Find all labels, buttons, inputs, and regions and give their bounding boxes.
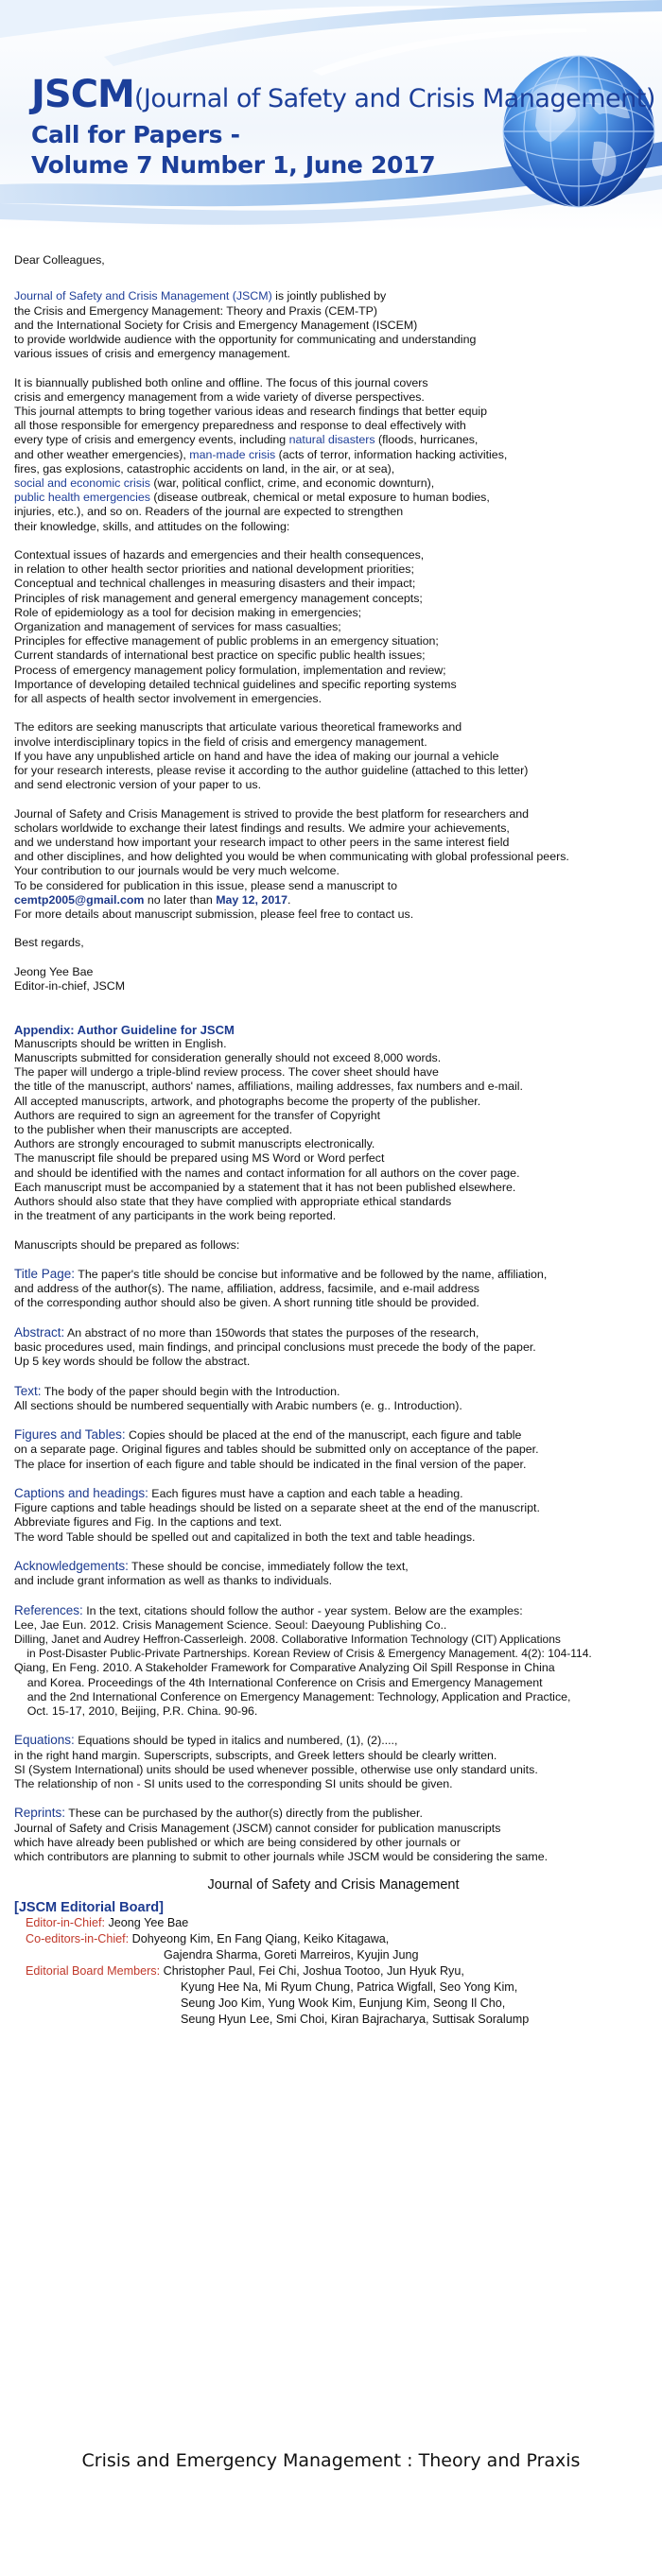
guideline-line: Each manuscript must be accompanied by a statement that it has not been published elsewhere.: [14, 1180, 516, 1194]
reference-entry: in Post-Disaster Public-Private Partnerships. Korean Review of Crisis & Emergency Management. 4(2): 104-114.: [14, 1647, 592, 1661]
text-line: It is biannually published both online and offline. The focus of this journal covers: [14, 375, 428, 389]
text-line: crisis and emergency management from a wide variety of diverse perspectives.: [14, 389, 425, 404]
board-members-label: Editorial Board Members:: [26, 1963, 161, 1978]
text-line: The body of the paper should begin with the Introduction.: [41, 1384, 340, 1398]
editor-in-chief-name: Jeong Yee Bae: [105, 1915, 189, 1929]
text-line: which have already been published or which are being considered by other journals or: [14, 1835, 461, 1849]
text-line: for your research interests, please revise it according to the author guideline (attached to this letter): [14, 764, 529, 778]
reprints-section: [14, 1806, 653, 1864]
text-line: These can be purchased by the author(s) directly from the publisher.: [65, 1807, 423, 1821]
text-line: and address of the author(s). The name, affiliation, address, facsimile, and e-mail address: [14, 1282, 479, 1296]
acknowledgements-label: Acknowledgements:: [14, 1559, 129, 1574]
signer-title: Editor-in-chief, JSCM: [14, 979, 126, 994]
text-line: and the International Society for Crisis and Emergency Management (ISCEM): [14, 318, 418, 332]
text-line: All sections should be numbered sequentially with Arabic numbers (e. g.. Introduction).: [14, 1398, 462, 1412]
topic-item: Principles for effective management of public problems in an emergency situation;: [14, 634, 439, 648]
figures-tables-section: [14, 1427, 653, 1472]
guideline-line: Authors are strongly encouraged to submit manuscripts electronically.: [14, 1137, 375, 1151]
text-line: (floods, hurricanes,: [375, 433, 479, 447]
text-line: fires, gas explosions, catastrophic accidents on land, in the air, or at sea),: [14, 461, 395, 475]
text-line: Journal of Safety and Crisis Management (JSCM) cannot consider for publication manuscripts: [14, 1821, 501, 1835]
references-label: References:: [14, 1602, 83, 1617]
guideline-line: to the publisher when their manuscripts are accepted.: [14, 1123, 293, 1137]
guideline-line: All accepted manuscripts, artwork, and photographs become the property of the publisher.: [14, 1094, 481, 1108]
guideline-line: The manuscript file should be prepared using MS Word or Word perfect: [14, 1151, 385, 1166]
text-line: The relationship of non - SI units used to the corresponding SI units should be given.: [14, 1777, 453, 1791]
text-line: (disease outbreak, chemical or metal exposure to human bodies,: [149, 491, 490, 505]
abstract-label: Abstract:: [14, 1324, 65, 1340]
editor-in-chief-label: Editor-in-Chief:: [26, 1915, 105, 1929]
text-line: and other weather emergencies),: [14, 447, 190, 461]
text-line: to provide worldwide audience with the opportunity for communicating and understanding: [14, 333, 477, 346]
text-line: Journal of Safety and Crisis Management is strived to provide the best platform for researchers and: [14, 806, 530, 821]
focus-paragraph: [14, 376, 653, 534]
text-line: involve interdisciplinary topics in the field of crisis and emergency management.: [14, 735, 427, 749]
reference-entry: Qiang, En Feng. 2010. A Stakeholder Framework for Comparative Analyzing Oil Spill Response in China: [14, 1661, 555, 1675]
text-line: scholars worldwide to exchange their latest findings and results. We admire your achievements,: [14, 821, 510, 835]
equations-label: Equations:: [14, 1733, 75, 1748]
submission-paragraph: [14, 807, 653, 923]
text-line: (acts of terror, information hacking activities,: [275, 447, 508, 461]
text-line: and send electronic version of your paper to us.: [14, 778, 262, 792]
reference-entry: Oct. 15-17, 2010, Beijing, P.R. China. 90-96.: [14, 1704, 258, 1719]
reference-entry: Dilling, Janet and Audrey Heffron-Casserleigh. 2008. Collaborative Information Technology (CIT) Applications: [14, 1633, 561, 1647]
title-page-section: [14, 1267, 653, 1311]
natural-disasters-highlight: natural disasters: [288, 433, 375, 447]
captions-section: [14, 1486, 653, 1545]
references-section: [14, 1603, 653, 1720]
text-line: .: [287, 892, 291, 907]
text-line: Your contribution to our journals would be very much welcome.: [14, 864, 340, 878]
co-editors-names: Gajendra Sharma, Goreti Marreiros, Kyujin Jung: [164, 1947, 419, 1962]
acknowledgements-section: [14, 1559, 653, 1588]
topic-item: Contextual issues of hazards and emergencies and their health consequences,: [14, 548, 425, 562]
text-line: and we understand how important your research impact to other peers in the same interest field: [14, 836, 510, 850]
board-members-names: Christopher Paul, Fei Chi, Joshua Tootoo, Jun Hyuk Ryu,: [160, 1963, 464, 1978]
guideline-line: in the treatment of any participants in the work being reported.: [14, 1209, 337, 1223]
man-made-crisis-highlight: man-made crisis: [189, 447, 276, 461]
public-health-highlight: public health emergencies: [14, 491, 150, 505]
topic-item: Current standards of international best practice on specific public health issues;: [14, 648, 426, 663]
text-line: The editors are seeking manuscripts that articulate various theoretical frameworks and: [14, 720, 462, 735]
guideline-line: Manuscripts should be written in English.: [14, 1036, 227, 1050]
reference-entry: and the 2nd International Conference on Emergency Management: Technology, Application and Practice,: [14, 1689, 571, 1703]
board-members-names: Seung Joo Kim, Yung Wook Kim, Eunjung Kim, Seong Il Cho,: [181, 1996, 506, 2010]
text-label: Text:: [14, 1383, 42, 1398]
topic-item: Importance of developing detailed technical guidelines and specific reporting systems: [14, 677, 457, 691]
abstract-section: [14, 1325, 653, 1370]
prepared-as-follows: Manuscripts should be prepared as follows:: [14, 1237, 240, 1252]
text-line: on a separate page. Original figures and tables should be submitted only on acceptance of the paper.: [14, 1443, 539, 1457]
board-members-names: Seung Hyun Lee, Smi Choi, Kiran Bajracharya, Suttisak Soralump: [181, 2012, 530, 2026]
text-line: in the right hand margin. Superscripts, subscripts, and Greek letters should be clearly written.: [14, 1748, 497, 1762]
journal-full-name: (Journal of Safety and Crisis Management): [133, 84, 655, 113]
text-line: SI (System International) units should be used whenever possible, otherwise use only standard units.: [14, 1762, 538, 1776]
text-line: injuries, etc.), and so on. Readers of the journal are expected to strengthen: [14, 505, 404, 519]
closing: Best regards,: [14, 936, 84, 950]
text-line: Figure captions and table headings should be listed on a separate sheet at the end of the manuscript.: [14, 1501, 540, 1515]
text-line: and include grant information as well as thanks to individuals.: [14, 1574, 333, 1588]
co-editors-names: Dohyeong Kim, En Fang Qiang, Keiko Kitagawa,: [129, 1931, 390, 1945]
text-line: of the corresponding author should also be given. A short running title should be provided.: [14, 1296, 479, 1310]
board-members-names: Kyung Hee Na, Mi Ryum Chung, Patrica Wigfall, Seo Yong Kim,: [181, 1980, 518, 1994]
equations-section: [14, 1733, 653, 1791]
text-line: various issues of crisis and emergency management.: [14, 347, 291, 361]
salutation: Dear Colleagues,: [14, 253, 105, 267]
text-line: The paper's title should be concise but informative and be followed by the name, affiliation,: [75, 1268, 548, 1282]
text-line: and other disciplines, and how delighted you would be when communicating with global professional peers.: [14, 850, 569, 864]
text-line: The word Table should be spelled out and capitalized in both the text and table headings.: [14, 1530, 476, 1544]
text-line: Equations should be typed in italics and numbered, (1), (2)....,: [74, 1734, 398, 1748]
social-economic-crisis-highlight: social and economic crisis: [14, 476, 150, 491]
text-line: The place for insertion of each figure and table should be indicated in the final version of the paper.: [14, 1457, 527, 1471]
text-line: every type of crisis and emergency events, including: [14, 433, 289, 447]
issue-heading: Volume 7 Number 1, June 2017: [31, 151, 436, 179]
call-for-papers-banner: [0, 0, 662, 232]
editorial-board-title: [JSCM Editorial Board]: [14, 1899, 164, 1915]
captions-label: Captions and headings:: [14, 1486, 148, 1501]
guideline-intro: [14, 1037, 653, 1224]
text-line: For more details about manuscript submission, please feel free to contact us.: [14, 908, 414, 922]
topics-list: [14, 548, 653, 706]
topic-item: for all aspects of health sector involvement in emergencies.: [14, 692, 322, 706]
text-line: all those responsible for emergency preparedness and response to deal effectively with: [14, 419, 466, 433]
text-line: the Crisis and Emergency Management: Theory and Praxis (CEM-TP): [14, 303, 378, 318]
guideline-line: Authors are required to sign an agreement for the transfer of Copyright: [14, 1108, 381, 1122]
guideline-line: Manuscripts submitted for consideration generally should not exceed 8,000 words.: [14, 1051, 442, 1065]
call-for-papers-heading: Call for Papers -: [31, 121, 240, 148]
submission-email-link[interactable]: cemtp2005@gmail.com: [14, 892, 145, 907]
topic-item: Conceptual and technical challenges in measuring disasters and their impact;: [14, 577, 416, 591]
guideline-line: and should be identified with the names and contact information for all authors on the cover page.: [14, 1166, 520, 1180]
topic-item: Organization and management of services for mass casualties;: [14, 620, 341, 634]
reference-entry: and Korea. Proceedings of the 4th International Conference on Crisis and Emergency Management: [14, 1675, 543, 1689]
guideline-line: Authors should also state that they have complied with appropriate ethical standards: [14, 1195, 452, 1209]
text-line: Abbreviate figures and Fig. In the captions and text.: [14, 1515, 283, 1530]
reference-entry: Lee, Jae Eun. 2012. Crisis Management Science. Seoul: Daeyoung Publishing Co..: [14, 1617, 447, 1632]
reprints-label: Reprints:: [14, 1806, 66, 1821]
text-line: no later than: [144, 892, 217, 907]
publisher-footer-title: Crisis and Emergency Management : Theory and Praxis: [81, 2450, 581, 2471]
text-line: Copies should be placed at the end of the manuscript, each figure and table: [125, 1428, 522, 1443]
journal-name-highlight: Journal of Safety and Crisis Management (JSCM): [14, 289, 272, 303]
text-line: If you have any unpublished article on hand and have the idea of making our journal a vehicle: [14, 749, 499, 763]
topic-item: in relation to other health sector priorities and national development priorities;: [14, 562, 414, 577]
text-line: is jointly published by: [271, 289, 387, 303]
text-line: To be considered for publication in this issue, please send a manuscript to: [14, 878, 397, 892]
banner-title: [31, 73, 655, 116]
guideline-line: The paper will undergo a triple-blind review process. The cover sheet should have: [14, 1065, 439, 1080]
editorial-board: [14, 1915, 653, 2028]
deadline-date: May 12, 2017: [216, 892, 287, 907]
title-page-label: Title Page:: [14, 1267, 76, 1282]
text-line: An abstract of no more than 150words that states the purposes of the research,: [64, 1325, 479, 1340]
text-section: [14, 1384, 653, 1413]
text-line: These should be concise, immediately follow the text,: [128, 1560, 409, 1574]
topic-item: Process of emergency management policy formulation, implementation and review;: [14, 663, 446, 677]
text-line: Up 5 key words should be follow the abstract.: [14, 1355, 251, 1369]
figures-tables-label: Figures and Tables:: [14, 1427, 126, 1443]
guideline-heading: Appendix: Author Guideline for JSCM: [14, 1022, 235, 1037]
co-editors-label: Co-editors-in-Chief:: [26, 1931, 130, 1945]
editors-paragraph: [14, 720, 653, 792]
text-line: (war, political conflict, crime, and economic downturn),: [149, 476, 435, 491]
text-line: which contributors are planning to submit to other journals while JSCM would be considering the same.: [14, 1850, 549, 1864]
text-line: their knowledge, skills, and attitudes on the following:: [14, 519, 290, 533]
letter-content: [14, 253, 653, 2028]
guideline-line: the title of the manuscript, authors' names, affiliations, mailing addresses, fax numbers and e-mail.: [14, 1080, 523, 1094]
text-line: In the text, citations should follow the author - year system. Below are the examples:: [82, 1603, 523, 1617]
board-journal-name: Journal of Safety and Crisis Management: [207, 1877, 460, 1893]
journal-abbr: JSCM: [31, 73, 134, 116]
topic-item: Principles of risk management and general emergency management concepts;: [14, 591, 423, 605]
text-line: This journal attempts to bring together various ideas and research findings that better equip: [14, 405, 488, 418]
text-line: Each figures must have a caption and each table a heading.: [148, 1487, 463, 1501]
topic-item: Role of epidemiology as a tool for decision making in emergencies;: [14, 605, 362, 619]
intro-paragraph: [14, 289, 653, 361]
signer-name: Jeong Yee Bae: [14, 964, 94, 978]
text-line: basic procedures used, main findings, and principal conclusions must precede the body of the paper.: [14, 1340, 536, 1355]
